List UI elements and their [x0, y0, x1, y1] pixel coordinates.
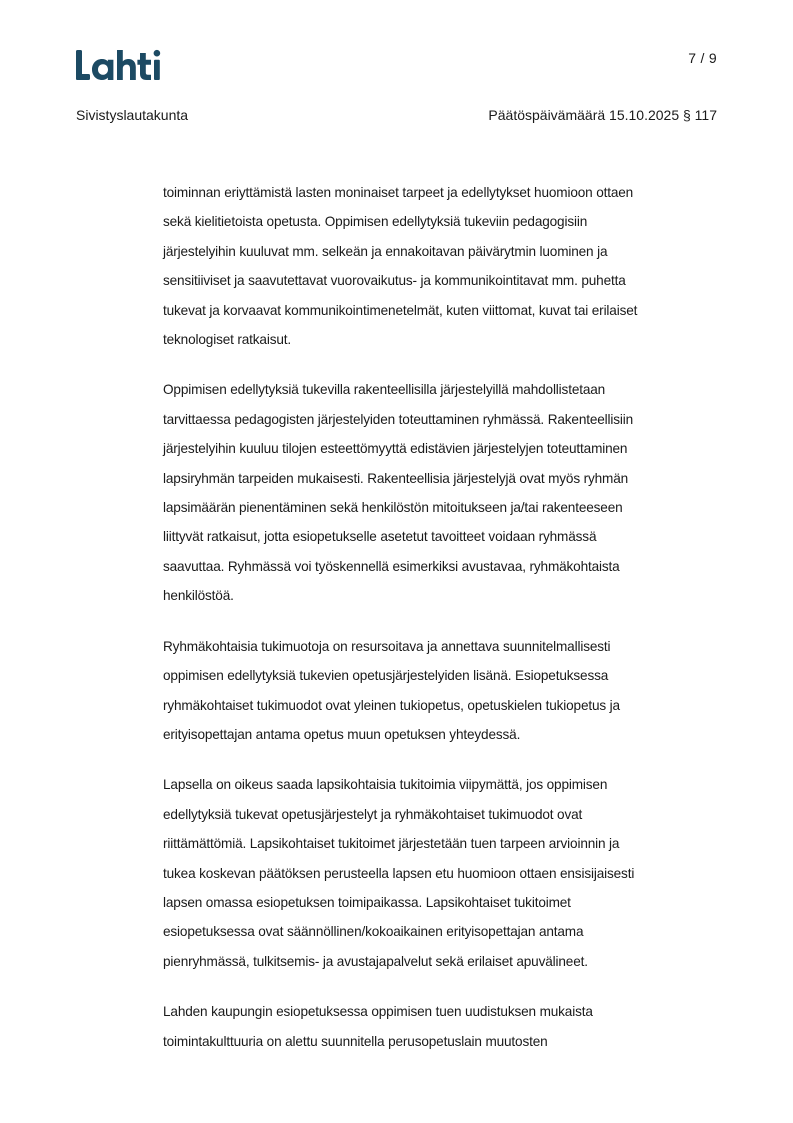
- text-line: Lahden kaupungin esiopetuksessa oppimisen tuen uudistuksen mukaista: [163, 1004, 593, 1020]
- text-line: esiopetuksessa ovat säännöllinen/kokoaikainen erityisopettajan antama: [163, 924, 584, 940]
- text-line: saavuttaa. Ryhmässä voi työskennellä esimerkiksi avustavaa, ryhmäkohtaista: [163, 558, 620, 574]
- paragraph: [163, 632, 719, 750]
- text-line: toiminnan eriyttämistä lasten moninaiset tarpeet ja edellytykset huomioon ottaen: [163, 185, 634, 200]
- text-line: Lapsella on oikeus saada lapsikohtaisia tukitoimia viipymättä, jos oppimisen: [163, 777, 608, 793]
- organization-name: Sivistyslautakunta: [76, 107, 189, 123]
- text-line: toimintakulttuuria on alettu suunnitella perusopetuslain muutosten: [163, 1033, 548, 1049]
- text-line: sekä kielitietoista opetusta. Oppimisen edellytyksiä tukeviin pedagogisiin: [163, 214, 588, 230]
- text-line: sensitiiviset ja saavutettavat vuorovaikutus- ja kommunikointitavat mm. puhetta: [163, 273, 626, 289]
- text-line: oppimisen edellytyksiä tukevien opetusjärjestelyiden lisänä. Esiopetuksessa: [163, 668, 609, 684]
- lahti-logo: [76, 49, 168, 81]
- text-line: riittämättömiä. Lapsikohtaiset tukitoimet järjestetään tuen tarpeen arvioinnin ja: [163, 836, 620, 852]
- text-line: edellytyksiä tukevat opetusjärjestelyt ja ryhmäkohtaiset tukimuodot ovat: [163, 806, 583, 822]
- text-line: pienryhmässä, tulkitsemis- ja avustajapalvelut sekä erilaiset apuvälineet.: [163, 953, 588, 969]
- text-line: lapsiryhmän tarpeiden mukaisesti. Rakenteellisia järjestelyjä ovat myös ryhmän: [163, 470, 629, 486]
- text-line: lapsimäärän pienentäminen sekä henkilöstön mitoitukseen ja/tai rakenteeseen: [163, 500, 623, 516]
- text-line: tukevat ja korvaavat kommunikointimenetelmät, kuten viittomat, kuvat tai erilaiset: [163, 302, 638, 318]
- text-line: teknologiset ratkaisut.: [163, 332, 292, 348]
- text-line: erityisopettajan antama opetus muun opetuksen yhteydessä.: [163, 726, 521, 742]
- text-line: liittyvät ratkaisut, jotta esiopetukselle asetetut tavoitteet voidaan ryhmässä: [163, 529, 597, 545]
- text-line: henkilöstöä.: [163, 588, 234, 604]
- decision-date-reference: Päätöspäivämäärä 15.10.2025 § 117: [488, 107, 717, 123]
- paragraph: [163, 770, 719, 976]
- paragraph: [163, 375, 719, 610]
- text-line: tukea koskevan päätöksen perusteella lapsen etu huomioon ottaen ensisijaisesti: [163, 865, 635, 881]
- text-line: lapsen omassa esiopetuksen toimipaikassa. Lapsikohtaiset tukitoimet: [163, 894, 571, 910]
- document-body: [163, 178, 719, 1077]
- text-line: ryhmäkohtaiset tukimuodot ovat yleinen tukiopetus, opetuskielen tukiopetus ja: [163, 697, 620, 713]
- page-number: 7 / 9: [688, 50, 717, 66]
- text-line: järjestelyihin kuuluu tilojen esteettömyyttä edistävien järjestelyjen toteuttaminen: [163, 441, 628, 457]
- text-line: järjestelyihin kuuluvat mm. selkeän ja ennakoitavan päivärytmin luominen ja: [163, 243, 608, 259]
- text-line: Oppimisen edellytyksiä tukevilla rakenteellisilla järjestelyillä mahdollistetaan: [163, 382, 606, 398]
- text-line: tarvittaessa pedagogisten järjestelyiden toteuttaminen ryhmässä. Rakenteellisiin: [163, 411, 634, 427]
- text-line: Ryhmäkohtaisia tukimuotoja on resursoitava ja annettava suunnitelmallisesti: [163, 638, 611, 654]
- paragraph: [163, 178, 719, 354]
- paragraph: [163, 997, 719, 1056]
